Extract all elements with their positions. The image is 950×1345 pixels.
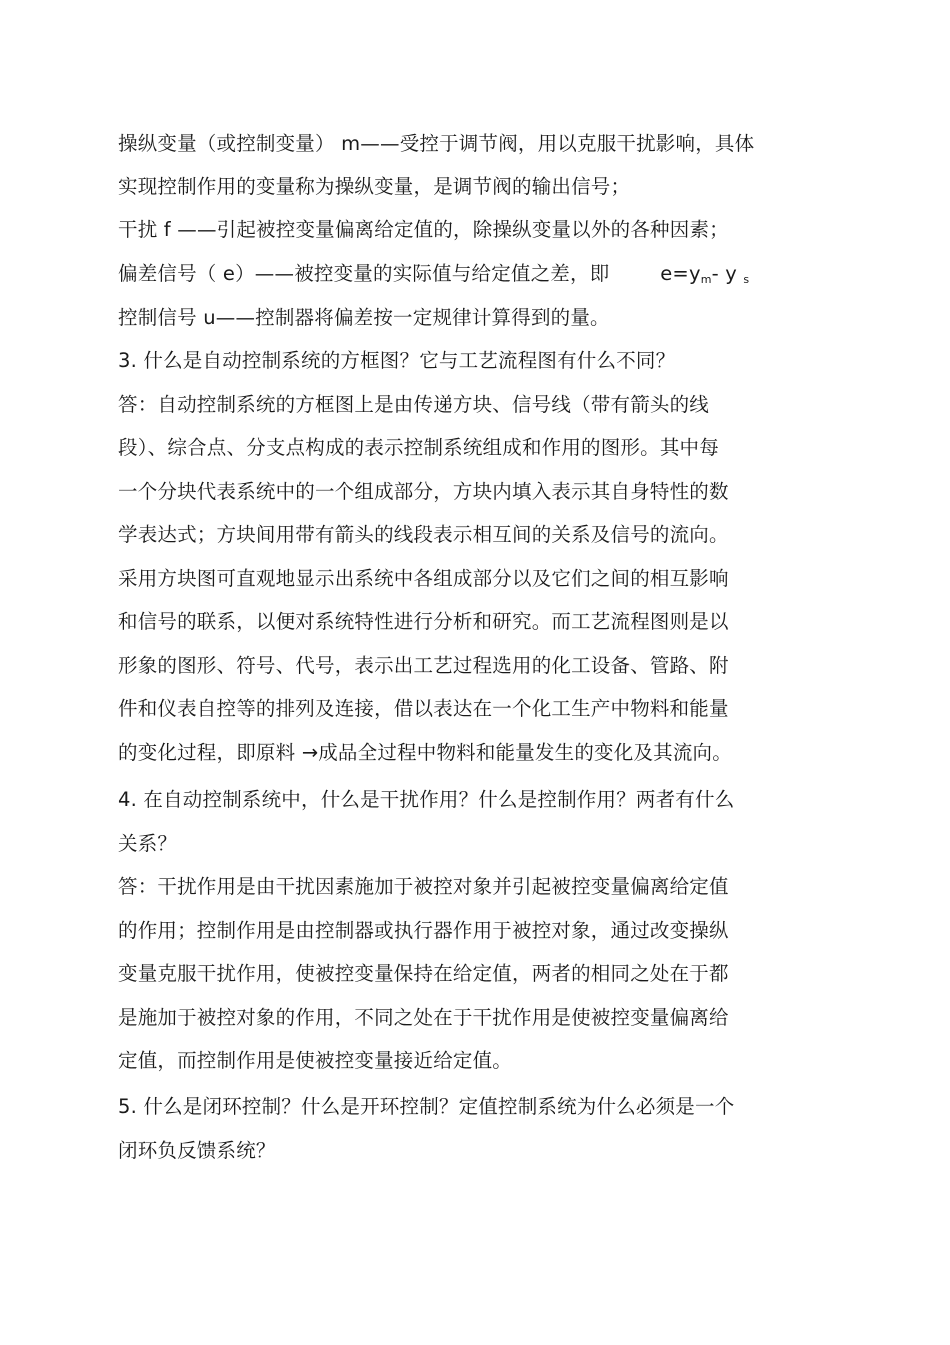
answer-3-line-2: 段）、综合点、分支点构成的表示控制系统组成和作用的图形。其中每 — [118, 436, 719, 459]
question-5-line-1: 5. 什么是闭环控制？什么是开环控制？定值控制系统为什么必须是一个 — [118, 1095, 735, 1118]
answer-3-line-1: 答：自动控制系统的方框图上是由传递方块、信号线（带有箭头的线 — [118, 393, 710, 416]
answer-4-line-3: 变量克服干扰作用，使被控变量保持在给定值，两者的相同之处在于都 — [118, 962, 729, 985]
answer-3-line-7: 形象的图形、符号、代号，表示出工艺过程选用的化工设备、管路、附 — [118, 654, 729, 677]
question-5-line-2: 闭环负反馈系统？ — [118, 1139, 276, 1162]
question-3: 3. 什么是自动控制系统的方框图？它与工艺流程图有什么不同？ — [118, 349, 676, 372]
answer-3-line-9: 的变化过程，即原料 →成品全过程中物料和能量发生的变化及其流向。 — [118, 741, 732, 764]
text-line-4 — [118, 260, 749, 294]
answer-3-line-3: 一个分块代表系统中的一个组成部分，方块内填入表示其自身特性的数 — [118, 480, 729, 503]
text-line-5: 控制信号 u——控制器将偏差按一定规律计算得到的量。 — [118, 306, 610, 329]
answer-4-line-2: 的作用；控制作用是由控制器或执行器作用于被控对象，通过改变操纵 — [118, 919, 729, 942]
answer-4-line-4: 是施加于被控对象的作用，不同之处在于干扰作用是使被控变量偏离给 — [118, 1006, 729, 1029]
question-4-line-1: 4. 在自动控制系统中，什么是干扰作用？什么是控制作用？两者有什么 — [118, 788, 735, 811]
answer-3-line-6: 和信号的联系，以便对系统特性进行分析和研究。而工艺流程图则是以 — [118, 610, 729, 633]
question-4-line-2: 关系？ — [118, 832, 178, 855]
answer-4-line-1: 答：干扰作用是由干扰因素施加于被控对象并引起被控变量偏离给定值 — [118, 875, 729, 898]
text-line-1: 操纵变量（或控制变量） m——受控于调节阀，用以克服干扰影响，具体 — [118, 132, 755, 155]
text-line-3: 干扰 f ——引起被控变量偏离给定值的，除操纵变量以外的各种因素； — [118, 218, 729, 241]
deviation-formula: $e=y_m-$ y $_s$ — [660, 262, 750, 286]
deviation-signal-text: 偏差信号（ e）——被控变量的实际值与给定值之差，即 — [118, 262, 610, 285]
answer-4-line-5: 定值，而控制作用是使被控变量接近给定值。 — [118, 1049, 513, 1072]
answer-3-line-4: 学表达式；方块间用带有箭头的线段表示相互间的关系及信号的流向。 — [118, 523, 729, 546]
text-line-2: 实现控制作用的变量称为操纵变量，是调节阀的输出信号； — [118, 175, 631, 198]
answer-3-line-5: 采用方块图可直观地显示出系统中各组成部分以及它们之间的相互影响 — [118, 567, 729, 590]
answer-3-line-8: 件和仪表自控等的排列及连接，借以表达在一个化工生产中物料和能量 — [118, 697, 729, 720]
